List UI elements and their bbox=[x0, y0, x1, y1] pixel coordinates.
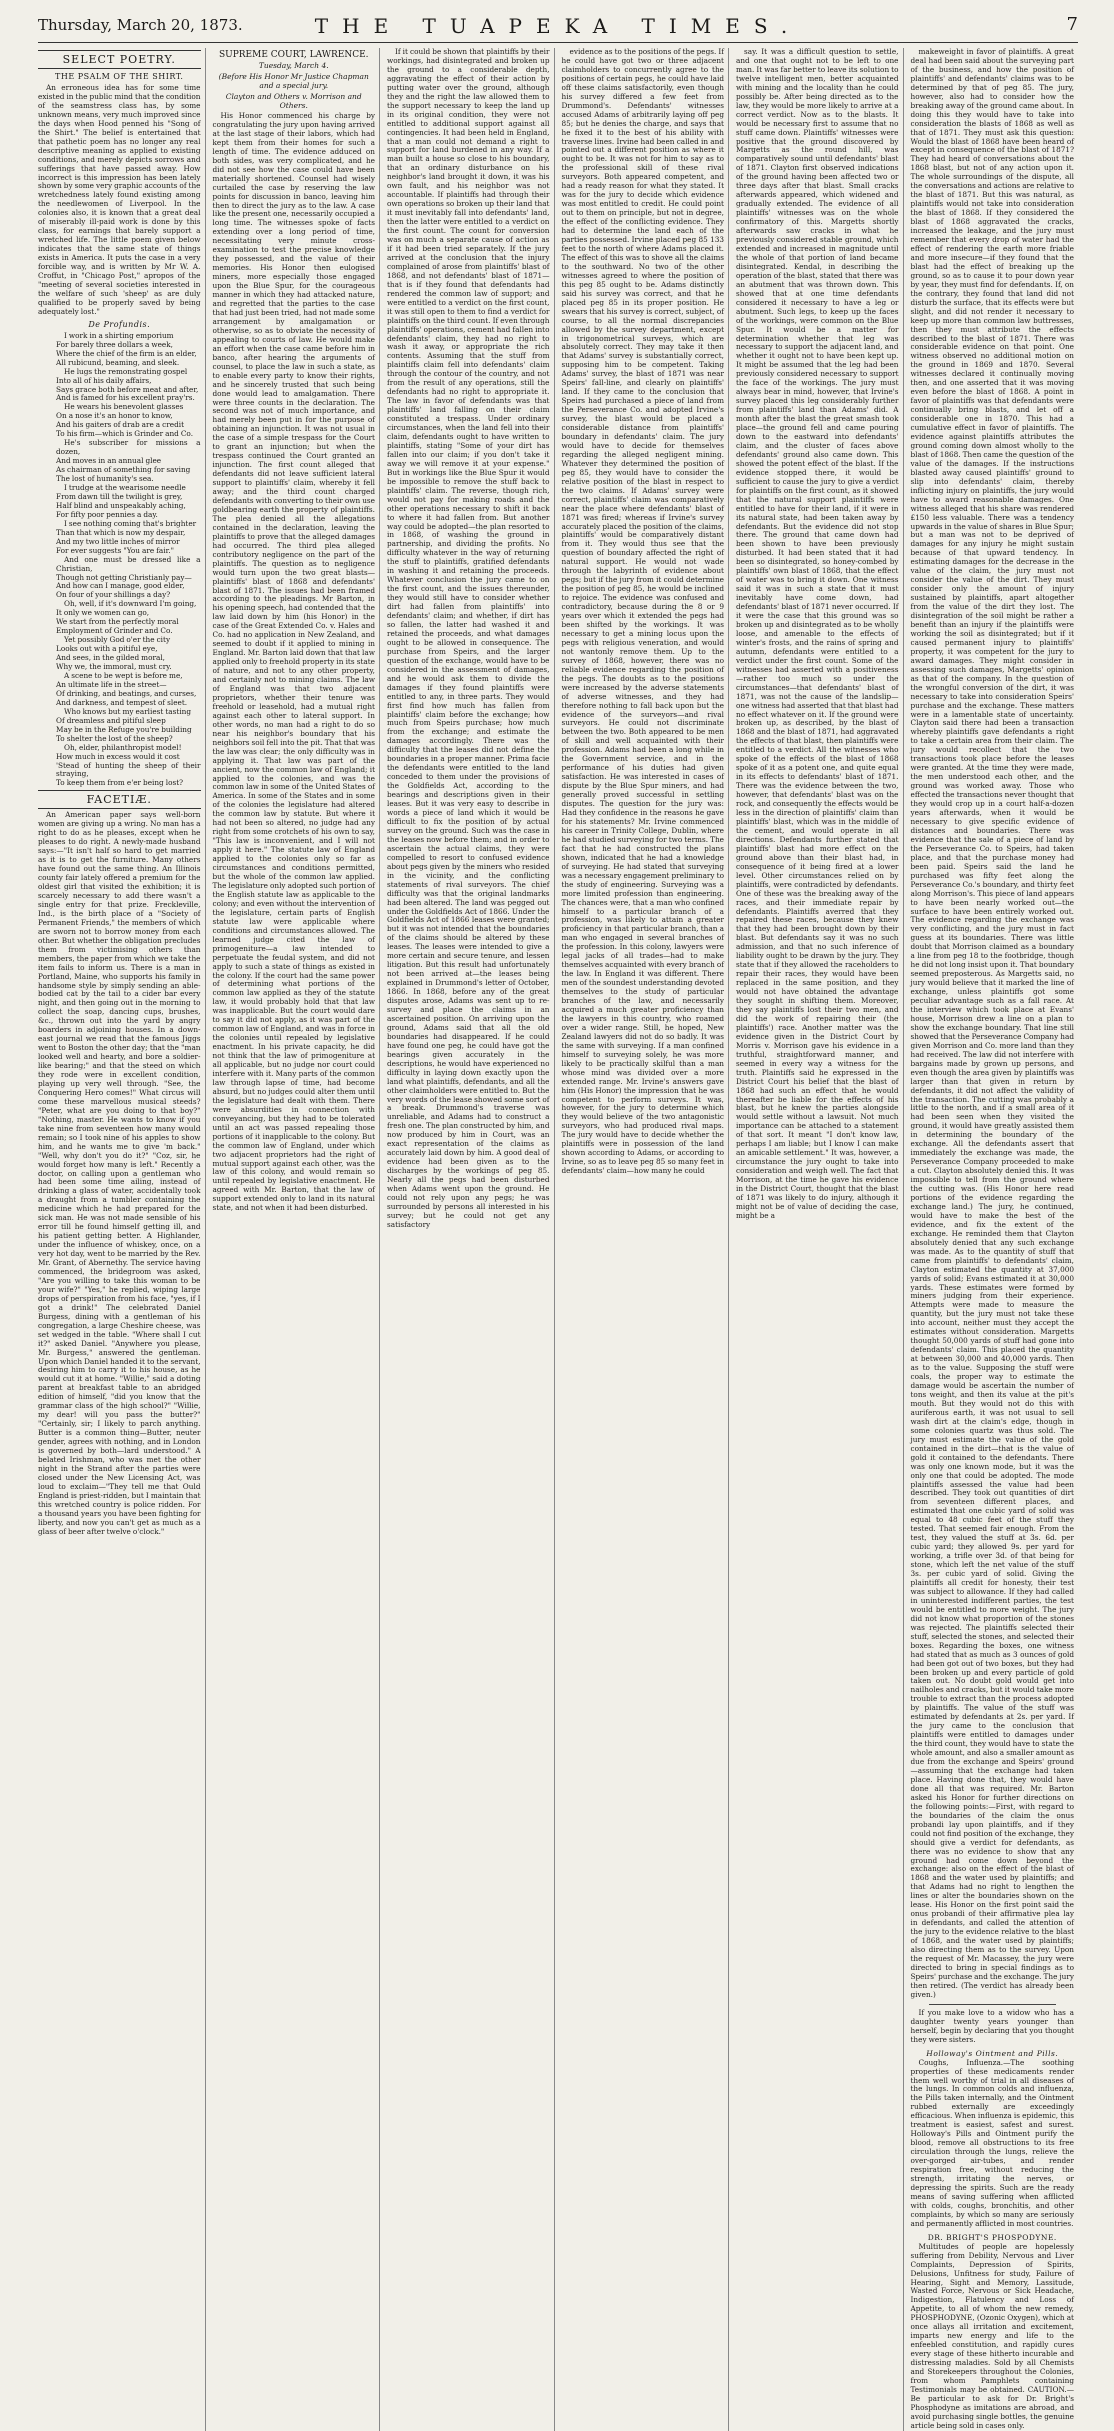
stanza: He wears his benevolent glasses On a nose it's an honor to know, And his gaiters of drab are a credit To his firm—which is Grinder and Co. bbox=[56, 402, 194, 439]
stanza: A scene to be wept is before me, An ultimate life in the street— Of drinking, and beatings, and curses, And darkness, and tempest of sleet. bbox=[56, 671, 197, 707]
court-heading: SUPREME COURT, LAWRENCE. bbox=[218, 50, 369, 60]
court-bench: (Before His Honor Mr Justice Chapman and a special jury. bbox=[218, 72, 369, 90]
stanza: Oh, well, if it's downward I'm going, It only we women can go, We start from the perfectly moral Employment of Grinder and Co. bbox=[56, 599, 197, 636]
article-text: His Honor commenced his charge by congratulating the jury upon having arrived at the last stage of their labors, which had kept them from their homes for such a length of time. The evidence adduced on both sides, was very complicated, and he did not see how the case could have been materially shortened. Counsel had wisely curtailed the case by reserving the law points for discussion in banco, leaving him then to direct the jury as to the law. A case like the present one, necessarily occupied a long time. The witnesses spoke of facts extending over a long period of time, necessitating very minute cross-examination to test the precise knowledge they possessed, and the value of their memories. His Honor then eulogised miners, more especially those engaged upon the Blue Spur, for the courageous manner in which they had attacked nature, and regretted that the parties to the case that had just been tried, had not made some arrangement by amalgamation or otherwise, so as to obviate the necessity of appealing to courts of law. He would make an effort when the case came before him in banco, after hearing the arguments of counsel, to place the law in such a state, as to enable every party to know their rights, and he sincerely trusted that such being done would lead to amalgamation. There were three counts in the declaration. The second was not of much importance, and had merely been put in for the purpose of obtaining an injunction. It was not usual in the case of a simple trespass for the Court to grant an injunction; but when the trespass continued the Court granted an injunction. The first count alleged that defendants did not leave sufficient lateral support to plaintiffs' claim, whereby it fell away; and the third count charged defendants with converting to their own use goldbearing earth the property of plaintiffs. The plea denied all the allegations contained in the declaration, leaving the plaintiffs to prove that the alleged damages had occurred. The third plea alleged contributory negligence on the part of the plaintiffs. The question as to negligence would turn upon the two great blasts—plaintiffs' blast of 1868 and defendants' blast of 1871. The issues had been framed according to the pleadings. Mr Barton, in his opening speech, had contended that the law laid down by him (his Honor) in the case of the Great Extended Co. v. Hales and Co. had no application in New Zealand, and seemed to doubt if it applied to mining in England. Mr. Barton laid down that that law applied only to freehold property in its state of nature, and not to any other property, and certainly not to mining claims. The law of England was that two adjacent proprietors, whether their tenure was freehold or leasehold, had a mutual right against each other to lateral support. In other words, no man had a right to do so near his neighbor's boundary that his neighbors soil fell into the pit. That that was the law was clear; the only difficulty was in applying it. That law was part of the ancient, now the common law of England; it applied to the colonies, and was the common law in some of the United States of America. In some of the States and in some of the colonies the legislature had altered the common law by statute. But where it had not been so altered, no judge had any right from some crotchets of his own to say, "This law is inconvenient, and I will not apply it here." The statute law of England applied to the colonies only so far as circumstances and conditions permitted, but the whole of the common law applied. The legislature only adopted such portion of the English statute law as applicable to the colony; and even without the intervention of the legislature, certain parts of English statute law were applicable where conditions and circumstances allowed. The learned judge cited the law of primogeniture—a law intended to perpetuate the feudal system, and did not apply to such a state of things as existed in the colony. If the court had the same power of determining what portions of the common law applied as they of the statute law, it would probably hold that that law was inapplicable. But the court would dare to say it did not apply, as it was part of the common law of England, and was in force in the colonies until repealed by legislative enactment. In his private capacity, he did not think that the law of primogeniture at all applicable, but no judge nor court could interfere with it. Many parts of the common law through lapse of time, had become absurd, but no judges could alter them until the legislature had dealt with them. There were absurdities in connection with conveyancing, but they had to be tolerated until an act was passed repealing those portions of it inapplicable to the colony. But the common law of England, under which two adjacent proprietors had the right of mutual support against each other, was the law of this colony, and would remain so until repealed by legislative enactment. He agreed with Mr. Barton, that the law of support extended only to land in its natural state, and not when it had been disturbed. bbox=[212, 111, 375, 1213]
divider bbox=[929, 2004, 1057, 2005]
page-number: 7 bbox=[1066, 14, 1078, 35]
holloway-ad-heading: Holloway's Ointment and Pills. bbox=[926, 2048, 1059, 2058]
stanza: I trudge at the wearisome needle From dawn till the twilight is grey, Half blind and unspeakably aching, For fifty poor pennies a day. bbox=[56, 482, 186, 519]
select-poetry-heading: SELECT POETRY. bbox=[38, 50, 201, 69]
column-4 bbox=[562, 48, 730, 2431]
column-2 bbox=[213, 48, 381, 2431]
facetiae-text: An American paper says well-born women are giving up a wring. No man has a right to do as he pleases, except when he pleases to do right. A newly-made husband says:—"It isn't half so hard to get married as it is to get the furniture. Many others have found out the same thing. An Illinois county fair lately offered a premium for the oldest girl that visited the exhibition; it is scarcely necessary to add there wasn't a single entry for that prize. Freckleville, Ind., is the birth place of a "Society of Permanent Friends," the members of which are sworn not to borrow money from each other. But whether the obligation precludes them from victimising others than members, the paper from which we take the item fails to inform us. There is a man in Portland, Maine, who supports his family in handsome style by simply sending an able-bodied cat by the tail to a cider bar every night, and then going out in the morning to collect the soap, dancing cups, brushes, &c., thrown out into the yard by angry boarders in adjoining houses. In a down-east journal we read that the famous Jiggs went to Boston the other day; that the "man looked well and hearty, and bore a soldier-like bearing;" and that the steed on which they rode were in excellent condition, playing up very well through. "See, the Conquering Hero comes!" What circus will come these marvellous musical steeds? "Peter, what are you doing to that boy?" "Nothing, master. He wants to know if you take nine from seventeen how many would remain; so I took nine of his apples to show him, and he wants me to give 'm back." "Well, why don't you do it?" "Coz, sir, he would forget how many is left." Recently a doctor, on calling upon a gentleman who had been some time ailing, instead of drinking a glass of water, accidentally took a draught from a tumbler containing the medicine which he had prepared for the sick man. He was not made sensible of his error till he found himself getting ill, and his patient getting better. A Highlander, under the influence of whiskey, once, on a very hot day, went to be married by the Rev. Mr. Grant, of Abernethy. The service having commenced, the bridegroom was asked, "Are you willing to take this woman to be your wife?" "Yes," he replied, wiping large drops of perspiration from his face, "yes, if I got a drink!" The celebrated Daniel Burgess, dining with a gentleman of his congregation, a large Cheshire cheese, was set wedged in the table. "Where shall I cut it?" asked Daniel. "Anywhere you please, Mr. Burgess," answered the gentleman. Upon which Daniel handed it to the servant, desiring him to carry it to his house, as he would cut it at home. "Willie," said a doting parent at breakfast table to an abridged edition of himself, "did you know that the grammar class of the high school?" "Willie, my dear! will you pass the butter?" "Certainly, sir; I likely to parch anything. Butter is a common thing—Butter, neuter gender, agrees with nothing, and in London is governed by both—lard understood." A belated Irishman, who was met the other night in the Strand after the parties were closed under the New Licensing Act, was loud to exclaim—"They tell me that Ould England is priest-ridden, but I maintain that this wretched country is police ridden. For a thousand years you have been fighting for liberty, and now you can't get as much as a glass of beer after twelve o'clock." bbox=[38, 810, 201, 1536]
stanza: Yet possibly God o'er the city Looks out with a pitiful eye, And sees, in the gilded moral, Why we, the immoral, must cry. bbox=[56, 635, 172, 672]
article-text: If it could be shown that plaintiffs by their workings, had disintegrated and broken up the ground to a considerable depth, aggravating the effect of their action by putting water over the ground, although they and the right the law allowed them to the support necessary to keep the land up in its original condition, they were not entitled to additional support against all contingencies. It had been held in England, that a man could not demand a right to support for land burdened in any way. If a man built a house so close to his boundary, that an ordinary disturbance on his neighbor's land brought it down, it was his own fault, and his neighbor was not accountable. If plaintiffs had through their own operations so broken up their land that it must inevitably fall into defendants' land, then the latter were entitled to a verdict on the first count. The count for conversion was on much a separate cause of action as if it had been tried separately. If the jury arrived at the conclusion that the injury complained of arose from plaintiffs' blast of 1868, and not defendants' blast of 1871—that is if they found that defendants had rendered the common law of support; and were entitled to a verdict on the first count, it was still open to them to find a verdict for plaintiffs on the third count. If even through plaintiffs' operations, cement had fallen into defendants' claim, they had no right to wash it away, or appropriate the rich contents. Assuming that the stuff from plaintiffs claim fell into defendants' claim through the contour of the country, and not from the result of any operations, still the defendants had no right to appropriate it. The law in favor of defendants was that plaintiffs' land falling on their claim constituted a trespass. Under ordinary circumstances, when the land fell into their claim, defendants ought to have written to plaintiffs, stating "Some of your dirt has fallen into our claim; if you don't take it away we will remove it at your expense." But in workings like the Blue Spur it would be impossible to remove the stuff back to plaintiffs' claim. The reverse, though rich, would not pay for making roads and the other operations necessary to shift it back to where it had fallen from. But another way could be adopted—the plan resorted to in 1868, of washing the ground in partnership, and dividing the profits. No difficulty whatever in the way of returning the stuff to plaintiffs, gratified defendants in washing it and retaining the proceeds. Whatever conclusion the jury came to on the first count, and the issues thereunder, they would still have to consider whether dirt had fallen from plaintiffs' into defendants' claim; and whether, if dirt has so fallen, the latter had washed it and retained the proceeds, and what damages ought to be allowed in consequence. The purchase from Speirs, and the larger question of the exchange, would have to be considered in the assessment of damages, and he would ask them to divide the damages if they found plaintiffs were entitled to any, in three parts. They would first find how much has fallen from plaintiffs' claim before the exchange; how much from Speirs purchase; how much from the exchange; and estimate the damages accordingly. There was the difficulty that the leases did not define the boundaries in a proper manner. Prima facie the defendants were entitled to the land conceded to them under the provisions of the Goldfields Act, according to the bearings and descriptions given in their leases. But it was very easy to describe in words a piece of land which it would be difficult to fix the position of by actual survey on the ground. Such was the case in the leases now before them; and in order to ascertain the actual claims, they were compelled to resort to confused evidence about pegs given by the miners who resided in the vicinity, and the conflicting statements of rival surveyors. The chief difficulty was that the original landmarks had been altered. The land was pegged out under the Goldfields Act of 1866. Under the Goldfields Act of 1866 leases were granted; but it was not intended that the boundaries of the claims should be altered by these leases. The leases were intended to give a more certain and secure tenure, and lessen litigation. But this result had unfortunately not been arrived at—the leases being explained in Drummond's letter of October, 1866. In 1868, before any of the great disputes arose, Adams was sent up to re-survey and place the claims in an ascertained position. On arriving upon the ground, Adams said that all the old boundaries had disappeared. If he could have found one peg, he could have got the bearings given accurately in the descriptions, he would have experienced no difficulty in laying down exactly upon the land what plaintiffs, defendants, and all the other claimholders were entitled to. But the very words of the lease showed some sort of a break. Drummond's traverse was unreliable, and Adams had to construct a fresh one. The plan constructed by him, and now produced by him in Court, was an exact representation of the claims as accurately laid down by him. A good deal of evidence had been given as to the discharges by the workings of peg 85. Nearly all the pegs had been disturbed when Adams went upon the ground. He could not rely upon any pegs; he was surrounded by persons all interested in his survey; but he could not get any satisfactory bbox=[387, 47, 550, 1229]
column-6 bbox=[911, 48, 1079, 2431]
poem-heading: De Profundis. bbox=[88, 319, 151, 329]
poem-title: THE PSALM OF THE SHIRT. bbox=[55, 72, 184, 81]
facetiae-heading: FACETIÆ. bbox=[38, 790, 201, 809]
court-date: Tuesday, March 4. bbox=[258, 61, 329, 70]
holloway-ad-text: Coughs, Influenza.—The soothing properties of these medicaments render them well worthy of trial in all diseases of the lungs. In common colds and influenza, the Pills taken internally, and the Ointment rubbed externally are exceedingly efficacious. When influenza is epidemic, this treatment is easiest, safest and surest. Holloway's Pills and Ointment purify the blood, remove all obstructions to its free circulation through the lungs, relieve the over-gorged air-tubes, and render respiration free, without reducing the strength, irritating the nerves, or depressing the spirits. Such are the ready means of saving suffering when afflicted with colds, coughs, bronchitis, and other complaints, by which so many are seriously and permanently afflicted in most countries. bbox=[910, 2057, 1074, 2228]
stanza: I see nothing coming that's brighter Than that which is now my despair, And my two little inches of mirror For ever suggests "You are fair." bbox=[56, 518, 197, 555]
columns bbox=[38, 47, 1078, 2430]
newspaper-title: THE TUAPEKA TIMES. bbox=[314, 14, 802, 38]
article-text: makeweight in favor of plaintiffs. A great deal had been said about the surveying part of the business, and how the position of plaintiffs' and defendants' claims was to be determined by that of peg 85. The jury, however, also had to consider how the breaking away of the ground came about. In doing this they would have to take into consideration the blasts of 1868 as well as that of 1871. They must ask this question: Would the blast of 1868 have been heard of except in consequence of the blast of 1871? They had heard of conversations about the 1868 blast, but not of any action upon it. The whole surroundings of the dispute, all the conversations and actions are relative to the blast of 1871. But this was natural, as plaintiffs would not take into consideration the blast of 1868. If they considered the blast of 1868 aggravated the cracks, increased the leakage, and the jury must remember that every drop of water had the effect of rendering the earth more friable and more insecure—if they found that the blast had the effect of breaking up the ground, so as to cause it to pour down year by year, they must find for defendants. If, on the contrary, they found that land did not disturb the surface, that its effects were but slight, and did not render it necessary to keep up more than common law buttresses, then they must attribute the effects described to the blast of 1871. There was considerable evidence on that point. One witness observed no additional motion on the ground in 1869 and 1870. Several witnesses declared it continually moving then, and one asserted that it was moving even before the blast of 1868. A point in favor of plaintiffs was that defendants were continually bring blasts, and let off a considerable one in 1870. This had a cumulative effect in favor of plaintiffs. The evidence against plaintiffs attributes the ground coming down almost wholly to the blast of 1868. Then came the question of the value of the damages. If the instructions blasted away caused plaintiffs' ground to slip into defendants' claim, thereby inflicting injury on plaintiffs, the jury would have to award reasonable damages. One witness alleged that his share was rendered £150 less valuable. There was a tendency upwards in the value of shares in Blue Spur; but a man was not to be deprived of damages for any injury he might sustain because of that upward tendency. In estimating damages for the decrease in the value of the claim, the jury must not consider the value of the dirt. They must consider only the amount of injury sustained by plaintiffs, apart altogether from the value of the dirt they lost. The disintegration of the soil might be rather a benefit than an injury if the plaintiffs were working the soil as disintegrated; but if it caused permanent injury to plaintiffs' property, it was competent for the jury to award damages. They might consider in assessing such damages, Margetts' opinion as that of the company. In the question of the wrongful conversion of the dirt, it was necessary to take into consideration Speirs' purchase and the exchange. These matters were in a lamentable state of uncertainty. Clayton said there had been a transaction whereby plaintiffs gave defendants a right to take a certain area from their claim. The jury would recollect that the two transactions took place before the leases were granted. At the time they were made, the men understood each other, and the ground was worked away. Those who effected the transactions never thought that they would crop up in a court half-a-dozen years afterwards, when it would be necessary to give specific evidence of distances and boundaries. There was evidence that the sale of a piece of land by the Perseverance Co. to Speirs, had taken place, and that the purchase money had been paid. Speirs said the land he purchased was fifty feet along the Perseverance Co.'s boundary, and thirty feet along Morrison's. This piece of land appears to have been nearly worked out—the surface to have been entirely worked out. The evidence regarding the exchange was very conflicting, and the jury must in fact guess at its boundaries. There was little doubt that Morrison claimed as a boundary a line from peg 18 to the footbridge, though he did not long insist upon it. That boundary seemed preposterous. As Margetts said, no jury would believe that it marked the line of exchange, unless plaintiffs got some peculiar advantage such as a fall race. At the interview which took place at Evans' house, Morrison drew a line on a plan to show the exchange boundary. That line still showed that the Perseverance Company had given Morrison and Co. more land than they had received. The law did not interfere with bargains made by grown up persons, and even though the area given by plaintiffs was larger than that given in return by defendants, it did not affect the validity of the transaction. The cutting was probably a little to the north, and if a small area of it had been seen when they visited the ground, it would have greatly assisted them in determining the boundary of the exchange. All the defendants assert that immediately the exchange was made, the Perseverance Company proceeded to make a cut. Clayton absolutely denied this. It was impossible to tell from the ground where the cutting was. (His Honor here read portions of the evidence regarding the exchange land.) The jury, he continued, would have to make the best of the evidence, and fix the extent of the exchange. He reminded them that Clayton absolutely denied that any such exchange was made. As to the quantity of stuff that came from plaintiffs' to defendants' claim, Clayton estimated the quantity at 37,000 yards of solid; Evans estimated it at 30,000 yards. These estimates were formed by miners judging from their experience. Attempts were made to measure the quantity, but the jury must not take these into account, neither must they accept the estimates without consideration. Margetts thought 50,000 yards of stuff had gone into defendants' claim. This placed the quantity at between 30,000 and 40,000 yards. Then as to the value. Supposing the stuff were coals, the proper way to estimate the damage would be ascertain the number of tons weight, and then its value at the pit's mouth. But they would not do this with auriferous earth, it was not usual to sell wash dirt at the claim's edge, though in some colonies quartz was thus sold. The jury must estimate the value of the gold contained in the dirt—that is the value of gold it contained to the defendants. There was only one known mode, but it was the only one that could be adopted. The mode plaintiffs assessed the value had been described. They took out quantities of dirt from seventeen different places, and estimated that one cubic yard of solid was equal to 48 cubic feet of the stuff they tested. That seemed fair enough. From the test, they valued the stuff at 3s. 6d. per cubic yard; they allowed 9s. per yard for working, a trifle over 3d. of that being for stone, which left the net value of the stuff 3s. per cubic yard of solid. Giving the plaintiffs all credit for honesty, their test was subject to allowance. If they had called in uninterested indifferent parties, the test would be entitled to more weight. The jury did not know what proportion of the stones was rejected. The plaintiffs selected their stuff, selected the stones, and selected their boxes. Regarding the boxes, one witness had stated that as much as 3 ounces of gold had been got out of two boxes, but they had been broken up and every particle of gold taken out. No doubt gold would get into nailholes and cracks, but it would take more trouble to extract than the process adopted by plaintiffs. The value of the stuff was estimated by defendants at 2s. per yard. If the jury came to the conclusion that plaintiffs were entitled to damages under the third count, they would have to state the whole amount, and also a smaller amount as due from the exchange and Speirs' ground—assuming that the exchange had taken place. Having done that, they would have done all that was required. Mr. Barton asked his Honor for further directions on the following points:—First, with regard to the boundaries of the claim the onus probandi lay upon plaintiffs, and if they could not find position of the exchange, they should give a verdict for defendants, as there was no evidence to show that any ground had come down beyond the exchange: also on the effect of the blast of 1868 and the water used by plaintiffs; and that Adams had no right to lengthen the lines or alter the boundaries shown on the lease. His Honor on the first point said the onus probandi of their affirmative plea lay in defendants, and called the attention of the jury to the evidence relative to the blast of 1868, and the water used by plaintiffs; also directing them as to the survey. Upon the request of Mr. Macassey, the jury were directed to bring in special findings as to Speirs' purchase and the exchange. The jury then retired. (The verdict has already been given.) bbox=[910, 47, 1074, 1999]
issue-date: Thursday, March 20, 1873. bbox=[38, 16, 243, 34]
stanza: Who knows but my earliest tasting Of dreamless and pitiful sleep May be in the Refuge you're building To shelter the lost of the sheep? bbox=[56, 706, 192, 743]
column-3 bbox=[387, 48, 555, 2431]
stanza: He lugs the remonstrating gospel Into all of his daily affairs, Says grace both before meat and after, And is famed for his excellent pray'rs. bbox=[56, 366, 199, 403]
article-text: evidence as to the positions of the pegs. If he could have got two or three adjacent claimholders to concurrently agree to the positions of certain pegs, he could have laid off these claims satisfactorily, even though his survey differed a few feet from Drummond's. Defendants' witnesses accused Adams of arbitrarily laying off peg 85; but he denies the charge, and says that he fixed it to the best of his ability with traverse lines. Irvine had been called in and pointed out a different position as where it ought to be. It was not for him to say as to the professional skill of these rival surveyors. Both appeared competent, and had a ready reason for what they stated. It was for the jury to decide which evidence was most entitled to credit. He could point out to them on principle, but not in degree, the effect of the conflicting evidence. They had to determine the land each of the parties possessed. Irvine placed peg 85 133 feet to the north of where Adams placed it. The effect of this was to shove all the claims to the southward. No two of the other witnesses agreed to where the position of this peg 85 ought to be. Adams distinctly said his survey was correct, and that he placed peg 85 in its proper position. He swears that his survey is correct, subject, of course, to all the normal discrepancies allowed by the survey department, except in trigonometrical surveys, which are absolutely correct. They may take it then that Adams' survey is substantially correct, supposing him to be competent. Taking Adams' survey, the blast of 1871 was near Speirs' fall-line, and clearly on plaintiffs' land. If they came to the conclusion that Speirs had purchased a piece of land from the Perseverance Co. and adopted Irvine's survey, the blast would be placed a considerable distance from plaintiffs' boundary in defendants' claim. The jury would have to decide for themselves regarding the alleged negligent mining. Whatever they determined the position of peg 85, they would have to consider the relative position of the blast in respect to the two claims. If Adams' survey were correct, plaintiffs' claim was comparatively near the place where defendants' blast of 1871 was fired; whereas if Irvine's survey accurately placed the position of the claims, plaintiffs' would be comparatively distant from it. They would thus see that the question of boundary affected the right of natural support. He would not wade through the labyrinth of evidence about pegs; but if the jury from it could determine the position of peg 85, he would be inclined to rejoice. The evidence was confused and contradictory, because during the 8 or 9 years over which it extended the pegs had been shifted by the workings. It was necessary to get a mining locus upon the pegs with religious veneration, and would not wantonly remove them. Up to the survey of 1868, however, there was no reliable evidence regarding the position of the pegs. The doubts as to the positions were increased by the adverse statements of adverse witnesses, and they had therefore nothing to fall back upon but the evidence of the surveyors—and rival surveyors. He could not discriminate between the two. Both appeared to be men of skill and well acquainted with their profession. Adams had been a long while in the Government service, and in the performance of his duties had given satisfaction. He was interested in cases of dispute by the Blue Spur miners, and had generally proved successful in settling disputes. The question for the jury was: Had they confidence in the reasons he gave for his statements? Mr. Irvine commenced his career in Trinity College, Dublin, where he had studied surveying for two terms. The fact that he had constructed the plans shown, indicated that he had a knowledge of surveying. He had stated that surveying was a necessary engagement preliminary to the study of engineering. Surveying was a more limited profession than engineering. The chances were, that a man who confined himself to a particular branch of a profession, was likely to attain a greater proficiency in that particular branch, than a man who engaged in several branches of the profession. In this colony, lawyers were legal jacks of all trades—had to make themselves acquainted with every branch of the law. In England it was different. There men of the soundest understanding devoted themselves to the study of particular branches of the law, and necessarily acquired a much greater proficiency than the lawyers in this country, who roamed over a wider range. Still, he hoped, New Zealand lawyers did not do so badly. It was the same with surveying. If a man confined himself to surveying solely, he was more likely to be practically skilful than a man whose mind was divided over a more extended range. Mr. Irvine's answers gave him (His Honor) the impression that he was competent to perform surveys. It was, however, for the jury to determine which they would believe of the two antagonistic surveyors, who had produced rival maps. The jury would have to decide whether the plaintiffs were in possession of the land shown according to Adams, or according to Irvine, so as to leave peg 85 so many feet in defendants' claim—how many he could bbox=[561, 47, 724, 1176]
court-case: Clayton and Others v. Morrison and Others. bbox=[225, 92, 362, 110]
stanza: And one must be dressed like a Christian, Though not getting Christianly pay— And how can I manage, good elder, On four of your shillings a day? bbox=[56, 554, 201, 600]
widow-item: If you make love to a widow who has a daughter twenty years younger than herself, begin by declaring that you thought they were sisters. bbox=[910, 2007, 1074, 2044]
column-1 bbox=[38, 48, 206, 2431]
stanza: He's subscriber for missions a dozen, And moves in an annual glee As chairman of something for saving The lost of humanity's sea. bbox=[56, 438, 201, 484]
column-5 bbox=[736, 48, 904, 2431]
stanza: Oh, elder, philanthropist model! How much in excess would it cost 'Stead of hunting the sheep of their straying, To keep them from e'er being lost? bbox=[56, 742, 201, 788]
article-text: say. It was a difficult question to settle, and one that ought not to be left to one man. It was far better to leave its solution to twelve intelligent men, better acquainted with mining and the locality than he could possibly be. After being directed as to the law, they would be more likely to arrive at a correct verdict. Now as to the blasts. It would be necessary first to assume that no stuff came down. Plaintiffs' witnesses were positive that the ground discovered by Margetts as the round hill, was comparatively sound until defendants' blast of 1871. Clayton first observed indications of the ground having been affected two or three days after that blast. Small cracks afterwards appeared, which widened and gradually extended. The evidence of all plaintiffs' witnesses was on the whole confirmatory of this. Margetts shortly afterwards saw cracks in what he previously considered stable ground, which extended and increased in magnitude until the whole of that portion of land became disintegrated. Kendal, in describing the operation of the blast, stated that there was an abutment that was thrown down. This showed that at one time defendants considered it necessary to have a leg or abutment. Such legs, to keep up the faces of the workings, were common on the Blue Spur. It would be a matter for determination whether that leg was necessary to support the adjacent land, and whether it ought not to have been kept up. It might be assumed that the leg had been previously considered necessary to support the face of the workings. The jury must always bear in mind, however, that Irvine's survey placed this leg considerably further from plaintiffs' land than Adams' did. A month after the blast the great smash took place—the ground fell and came pouring down to the eastward into defendants' claim, and the cluster of faces above defendants' ground also came down. This showed the potent effect of the blast. If the evidence stopped there, it would be sufficient to cause the jury to give a verdict for plaintiffs on the first count, as it showed that the natural support plaintiffs were entitled to have for their land, if it were in its natural state, had been taken away by defendants. But the evidence did not stop there. The ground that came down had been shown to have been previously disturbed. It had been stated that it had been so disintegrated, so honey-combed by plaintiffs' own blast of 1868, that the effect of water was to bring it down. One witness said it was in such a state that it must inevitably have come down, had defendants' blast of 1871 never occurred. If it were the case that this ground was so broken up and disintegrated as to be wholly loose, and amenable to the effects of winter's frosts, and the rains of spring and autumn, defendants were entitled to a verdict under the first count. Some of the witnesses had asserted with a positiveness—rather too much so under the circumstances—that defendants' blast of 1871, was not the cause of the landslip—one witness had asserted that that blast had no effect whatever on it. If the ground were broken up, as described, by the blast of 1868 and the blast of 1871, had aggravated the effects of that blast, then plaintiffs were entitled to a verdict. All the witnesses who spoke of the effects of the blast of 1868 spoke of it as a potent one, and quite equal in its effects to defendants' blast of 1871. There was the evidence between the two, however, that defendants' blast was on the rock, and consequently the effects would be less in the direction of plaintiffs' claim than plaintiffs' blast, which was in the middle of the cement, and would operate in all directions. Defendants further stated that plaintiffs' blast had more effect on the ground above than their blast had, in consequence of it being fired at a lower level. Other circumstances relied on by plaintiffs, were contradicted by defendants. One of these was the breaking away of the races, and their immediate repair by defendants. Plaintiffs averred that they repaired these races, because they knew that they had been brought down by their blast. But defendants say it was no such admission, and that no such inference of liability ought to be drawn by the jury. They state that if they allowed the raceholders to repair their races, they would have been replaced in the same position, and they would not have obtained the advantage they sought in shifting them. Moreover, they say plaintiffs lost their two men, and did the work of repairing their (the plaintiffs') race. Another matter was the evidence given in the District Court by Morris v. Morrison gave his evidence in a truthful, straightforward manner, and seemed in every way a witness for the truth. Plaintiffs said he expressed in the District Court his belief that the blast of 1868 had such an effect that he would thereafter be liable for the effects of his blast, but he knew the parties alongside would settle without a lawsuit. Not much importance can be attached to a statement of that sort. It meant "I don't know law, perhaps I am liable; but I know I can make an amicable settlement." It was, however, a circumstance the jury ought to take into consideration and weigh well. The fact that Morrison, at the time he gave his evidence in the District Court, thought that the blast of 1871 was likely to do injury, although it might not be of value of deciding the case, might be a bbox=[736, 47, 899, 1220]
poem-intro: An erroneous idea has for some time existed in the public mind that the condition of the seamstress class has, by some unknown means, very much improved since the days when Hood penned his "Song of the Shirt." The belief is entertained that that pathetic poem has no longer any real descriptive meaning as applied to existing conditions, and merely depicts sorrows and sufferings that have passed away. How incorrect is this impression has been lately shown by some very graphic accounts of the wretchedness lately found existing among the needlewomen of Liverpool. In the colonies also, it is known that a great deal of miserably ill-paid work is done by this class, for earnings that barely support a wretched life. The little poem given below indicates that the same state of things exists in America. It puts the case in a very forcible way, and is written by Mr W. A. Croffut, in "Chicago Post," apropos of the "meeting of several societies interested in the welfare of such 'sheep' as are duly qualified to be properly saved by being adequately lost." bbox=[38, 83, 201, 316]
phosphodyne-ad-heading: DR. BRIGHT'S PHOSPODYNE. bbox=[927, 2232, 1057, 2242]
phosphodyne-ad-text: Multitudes of people are hopelessly suffering from Debility, Nervous and Liver Complaints, Depression of Spirits, Delusions, Unfitness for study, Failure of Hearing, Sight and Memory, Lassitude, Wasted Force, Nervous or Sick Headache, Indigestion, Flatulency and Loss of Appetite, to all of whom the new remedy, PHOSPHODYNE, (Ozonic Oxygen), which at once allays all irritation and excitement, imparts new energy and life to the enfeebled constitution, and rapidly cures every stage of these hitherto incurable and distressing maladies. Sold by all Chemists and Storekeepers throughout the Colonies, from whom Pamphlets containing Testimonials may be obtained. CAUTION.—Be particular to ask for Dr. Bright's Phosphodyne as imitations are abroad, and avoid purchasing single bottles, the genuine article being sold in cases only. bbox=[910, 2241, 1074, 2430]
stanza: I work in a shirting emporium For barely three dollars a week, Where the chief of the firm is an elder, All rubicund, beaming, and sleek. bbox=[56, 330, 197, 367]
masthead bbox=[38, 12, 1078, 43]
